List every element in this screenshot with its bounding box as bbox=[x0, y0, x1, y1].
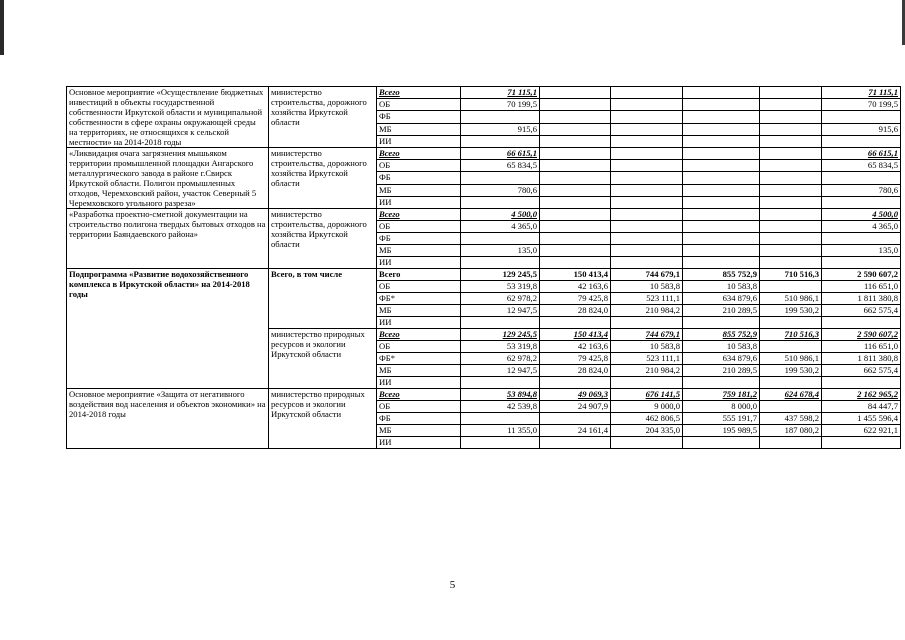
funding-source: ИИ bbox=[377, 257, 461, 269]
amount-cell: 624 678,4 bbox=[760, 389, 822, 401]
amount-cell bbox=[461, 172, 540, 184]
measure-description: Основное мероприятие «Осуществление бюджетных инвестиций в объекты государственной собственности Иркутской области и муниципальной собственности в сфере охраны окружающей среды на территориях, не относящихся к сельской местности» на 2014-2018 годы bbox=[67, 87, 269, 148]
amount-cell: 8 000,0 bbox=[683, 401, 760, 413]
amount-cell: 210 984,2 bbox=[611, 365, 683, 377]
amount-cell: 780,6 bbox=[461, 184, 540, 196]
amount-cell: 523 111,1 bbox=[611, 293, 683, 305]
amount-cell: 84 447,7 bbox=[822, 401, 901, 413]
amount-cell: 2 590 607,2 bbox=[822, 329, 901, 341]
amount-cell bbox=[760, 172, 822, 184]
amount-cell bbox=[540, 196, 611, 208]
amount-cell bbox=[760, 87, 822, 99]
amount-cell: 710 516,3 bbox=[760, 269, 822, 281]
funding-source: ФБ bbox=[377, 413, 461, 425]
amount-cell bbox=[683, 184, 760, 196]
amount-cell bbox=[760, 221, 822, 233]
amount-cell bbox=[540, 437, 611, 449]
amount-cell: 135,0 bbox=[822, 245, 901, 257]
amount-cell bbox=[540, 221, 611, 233]
amount-cell: 199 530,2 bbox=[760, 305, 822, 317]
amount-cell bbox=[683, 209, 760, 221]
amount-cell bbox=[611, 99, 683, 111]
funding-source: ИИ bbox=[377, 437, 461, 449]
amount-cell: 71 115,1 bbox=[822, 87, 901, 99]
amount-cell: 187 080,2 bbox=[760, 425, 822, 437]
amount-cell bbox=[540, 172, 611, 184]
amount-cell bbox=[540, 123, 611, 135]
amount-cell bbox=[760, 160, 822, 172]
amount-cell: 135,0 bbox=[461, 245, 540, 257]
table-row bbox=[67, 389, 901, 401]
amount-cell bbox=[611, 377, 683, 389]
amount-cell bbox=[540, 377, 611, 389]
funding-source: ИИ bbox=[377, 377, 461, 389]
funding-source: ОБ bbox=[377, 221, 461, 233]
amount-cell bbox=[611, 123, 683, 135]
amount-cell: 710 516,3 bbox=[760, 329, 822, 341]
amount-cell bbox=[461, 257, 540, 269]
amount-cell: 523 111,1 bbox=[611, 353, 683, 365]
amount-cell bbox=[611, 87, 683, 99]
amount-cell: 42 163,6 bbox=[540, 281, 611, 293]
budget-table-body bbox=[67, 87, 901, 449]
amount-cell: 42 539,8 bbox=[461, 401, 540, 413]
amount-cell: 1 455 596,4 bbox=[822, 413, 901, 425]
amount-cell bbox=[540, 209, 611, 221]
measure-description: «Ликвидация очага загрязнения мышьяком территории промышленной площадки Ангарского металлургического завода в районе г.Свирск Иркутской области. Полигон промышленных отходов, Черемховский район, участок Северный 5 Черемховского угольного разреза» bbox=[67, 148, 269, 209]
responsible-executor: министерство строительства, дорожного хозяйства Иркутской области bbox=[269, 148, 377, 209]
amount-cell bbox=[611, 245, 683, 257]
funding-source: ФБ* bbox=[377, 293, 461, 305]
amount-cell bbox=[760, 437, 822, 449]
amount-cell: 24 161,4 bbox=[540, 425, 611, 437]
amount-cell: 10 583,8 bbox=[611, 341, 683, 353]
amount-cell bbox=[822, 111, 901, 123]
table-row bbox=[67, 148, 901, 160]
amount-cell bbox=[683, 87, 760, 99]
table-row bbox=[67, 87, 901, 99]
amount-cell: 210 289,5 bbox=[683, 305, 760, 317]
amount-cell bbox=[611, 184, 683, 196]
measure-description: Подпрограмма «Развитие водохозяйственного комплекса в Иркутской области» на 2014-2018 годы bbox=[67, 269, 269, 389]
amount-cell: 2 162 965,2 bbox=[822, 389, 901, 401]
amount-cell bbox=[760, 148, 822, 160]
amount-cell bbox=[683, 99, 760, 111]
amount-cell: 510 986,1 bbox=[760, 293, 822, 305]
funding-source: МБ bbox=[377, 365, 461, 377]
amount-cell bbox=[760, 111, 822, 123]
amount-cell bbox=[540, 135, 611, 147]
amount-cell bbox=[683, 172, 760, 184]
amount-cell: 744 679,1 bbox=[611, 269, 683, 281]
amount-cell: 116 651,0 bbox=[822, 281, 901, 293]
amount-cell bbox=[683, 317, 760, 329]
amount-cell bbox=[461, 377, 540, 389]
amount-cell: 71 115,1 bbox=[461, 87, 540, 99]
amount-cell bbox=[822, 172, 901, 184]
amount-cell bbox=[683, 135, 760, 147]
measure-description: Основное мероприятие «Защита от негативного воздействия вод населения и объектов экономики» на 2014-2018 годы bbox=[67, 389, 269, 449]
amount-cell bbox=[683, 196, 760, 208]
amount-cell: 744 679,1 bbox=[611, 329, 683, 341]
amount-cell bbox=[611, 172, 683, 184]
amount-cell: 759 181,2 bbox=[683, 389, 760, 401]
amount-cell: 28 824,0 bbox=[540, 305, 611, 317]
amount-cell: 12 947,5 bbox=[461, 305, 540, 317]
amount-cell bbox=[461, 317, 540, 329]
amount-cell: 10 583,8 bbox=[683, 281, 760, 293]
amount-cell bbox=[540, 184, 611, 196]
amount-cell: 150 413,4 bbox=[540, 269, 611, 281]
scan-edge-mark bbox=[0, 0, 4, 55]
funding-source: Всего bbox=[377, 87, 461, 99]
amount-cell bbox=[461, 437, 540, 449]
amount-cell bbox=[683, 221, 760, 233]
amount-cell bbox=[760, 135, 822, 147]
amount-cell: 62 978,2 bbox=[461, 293, 540, 305]
amount-cell: 1 811 380,8 bbox=[822, 293, 901, 305]
amount-cell: 42 163,6 bbox=[540, 341, 611, 353]
amount-cell bbox=[461, 233, 540, 245]
amount-cell bbox=[760, 401, 822, 413]
amount-cell bbox=[822, 377, 901, 389]
amount-cell: 9 000,0 bbox=[611, 401, 683, 413]
amount-cell: 70 199,5 bbox=[461, 99, 540, 111]
funding-source: ИИ bbox=[377, 135, 461, 147]
amount-cell bbox=[760, 99, 822, 111]
funding-source: Всего bbox=[377, 389, 461, 401]
amount-cell bbox=[683, 245, 760, 257]
amount-cell: 4 365,0 bbox=[461, 221, 540, 233]
amount-cell bbox=[540, 160, 611, 172]
amount-cell: 915,6 bbox=[822, 123, 901, 135]
amount-cell: 49 069,3 bbox=[540, 389, 611, 401]
budget-table bbox=[66, 86, 901, 449]
amount-cell bbox=[822, 257, 901, 269]
amount-cell: 662 575,4 bbox=[822, 365, 901, 377]
amount-cell: 510 986,1 bbox=[760, 353, 822, 365]
amount-cell: 555 191,7 bbox=[683, 413, 760, 425]
funding-source: ФБ bbox=[377, 172, 461, 184]
responsible-executor: министерство природных ресурсов и экологии Иркутской области bbox=[269, 329, 377, 389]
amount-cell bbox=[461, 135, 540, 147]
amount-cell bbox=[461, 196, 540, 208]
amount-cell: 10 583,8 bbox=[683, 341, 760, 353]
amount-cell: 53 894,8 bbox=[461, 389, 540, 401]
amount-cell: 634 879,6 bbox=[683, 353, 760, 365]
funding-source: ФБ bbox=[377, 233, 461, 245]
amount-cell bbox=[683, 148, 760, 160]
amount-cell: 65 834,5 bbox=[822, 160, 901, 172]
amount-cell: 4 365,0 bbox=[822, 221, 901, 233]
amount-cell: 116 651,0 bbox=[822, 341, 901, 353]
amount-cell bbox=[683, 111, 760, 123]
amount-cell: 70 199,5 bbox=[822, 99, 901, 111]
table-row bbox=[67, 209, 901, 221]
amount-cell bbox=[760, 233, 822, 245]
funding-source: МБ bbox=[377, 245, 461, 257]
amount-cell: 199 530,2 bbox=[760, 365, 822, 377]
funding-source: ФБ bbox=[377, 111, 461, 123]
amount-cell: 662 575,4 bbox=[822, 305, 901, 317]
amount-cell bbox=[760, 281, 822, 293]
funding-source: ОБ bbox=[377, 281, 461, 293]
amount-cell: 204 335,0 bbox=[611, 425, 683, 437]
amount-cell: 437 598,2 bbox=[760, 413, 822, 425]
funding-source: ИИ bbox=[377, 196, 461, 208]
responsible-executor: министерство строительства, дорожного хозяйства Иркутской области bbox=[269, 87, 377, 148]
amount-cell: 66 615,1 bbox=[822, 148, 901, 160]
amount-cell bbox=[760, 341, 822, 353]
amount-cell: 915,6 bbox=[461, 123, 540, 135]
page-number: 5 bbox=[449, 579, 456, 591]
amount-cell bbox=[540, 87, 611, 99]
amount-cell bbox=[760, 257, 822, 269]
responsible-executor: министерство природных ресурсов и экологии Иркутской области bbox=[269, 389, 377, 449]
amount-cell bbox=[461, 111, 540, 123]
amount-cell bbox=[611, 221, 683, 233]
funding-source: ИИ bbox=[377, 317, 461, 329]
amount-cell bbox=[611, 160, 683, 172]
amount-cell bbox=[540, 99, 611, 111]
amount-cell: 780,6 bbox=[822, 184, 901, 196]
amount-cell bbox=[760, 245, 822, 257]
amount-cell bbox=[822, 437, 901, 449]
amount-cell bbox=[822, 135, 901, 147]
amount-cell bbox=[683, 160, 760, 172]
funding-source: Всего bbox=[377, 148, 461, 160]
amount-cell bbox=[611, 196, 683, 208]
amount-cell: 462 806,5 bbox=[611, 413, 683, 425]
amount-cell bbox=[611, 437, 683, 449]
amount-cell bbox=[683, 123, 760, 135]
amount-cell: 53 319,8 bbox=[461, 341, 540, 353]
amount-cell bbox=[683, 377, 760, 389]
amount-cell: 53 319,8 bbox=[461, 281, 540, 293]
amount-cell: 24 907,9 bbox=[540, 401, 611, 413]
amount-cell bbox=[683, 257, 760, 269]
amount-cell bbox=[540, 413, 611, 425]
amount-cell bbox=[611, 257, 683, 269]
amount-cell bbox=[683, 233, 760, 245]
amount-cell bbox=[760, 184, 822, 196]
amount-cell: 62 978,2 bbox=[461, 353, 540, 365]
amount-cell bbox=[760, 317, 822, 329]
amount-cell: 622 921,1 bbox=[822, 425, 901, 437]
funding-source: Всего bbox=[377, 209, 461, 221]
amount-cell: 79 425,8 bbox=[540, 353, 611, 365]
funding-source: МБ bbox=[377, 305, 461, 317]
amount-cell bbox=[461, 413, 540, 425]
amount-cell: 79 425,8 bbox=[540, 293, 611, 305]
amount-cell bbox=[540, 111, 611, 123]
amount-cell bbox=[822, 196, 901, 208]
amount-cell bbox=[540, 233, 611, 245]
funding-source: МБ bbox=[377, 123, 461, 135]
amount-cell: 634 879,6 bbox=[683, 293, 760, 305]
responsible-executor: министерство строительства, дорожного хозяйства Иркутской области bbox=[269, 209, 377, 269]
amount-cell bbox=[611, 317, 683, 329]
funding-source: Всего bbox=[377, 329, 461, 341]
funding-source: ОБ bbox=[377, 160, 461, 172]
amount-cell: 210 984,2 bbox=[611, 305, 683, 317]
funding-source: ОБ bbox=[377, 401, 461, 413]
amount-cell: 855 752,9 bbox=[683, 329, 760, 341]
amount-cell: 855 752,9 bbox=[683, 269, 760, 281]
amount-cell: 129 245,5 bbox=[461, 329, 540, 341]
amount-cell: 11 355,0 bbox=[461, 425, 540, 437]
amount-cell bbox=[822, 233, 901, 245]
table-row bbox=[67, 269, 901, 281]
amount-cell bbox=[540, 148, 611, 160]
amount-cell bbox=[540, 257, 611, 269]
amount-cell: 676 141,5 bbox=[611, 389, 683, 401]
funding-source: МБ bbox=[377, 184, 461, 196]
amount-cell bbox=[611, 233, 683, 245]
amount-cell bbox=[683, 437, 760, 449]
amount-cell bbox=[760, 377, 822, 389]
funding-source: ФБ* bbox=[377, 353, 461, 365]
measure-description: «Разработка проектно-сметной документации на строительство полигона твердых бытовых отходов на территории Баяндаевского района» bbox=[67, 209, 269, 269]
funding-source: МБ bbox=[377, 425, 461, 437]
amount-cell: 4 500,0 bbox=[822, 209, 901, 221]
amount-cell: 129 245,5 bbox=[461, 269, 540, 281]
responsible-executor: Всего, в том числе bbox=[269, 269, 377, 329]
amount-cell bbox=[540, 245, 611, 257]
amount-cell: 210 289,5 bbox=[683, 365, 760, 377]
amount-cell: 4 500,0 bbox=[461, 209, 540, 221]
amount-cell: 28 824,0 bbox=[540, 365, 611, 377]
funding-source: Всего bbox=[377, 269, 461, 281]
funding-source: ОБ bbox=[377, 99, 461, 111]
amount-cell bbox=[611, 209, 683, 221]
amount-cell: 65 834,5 bbox=[461, 160, 540, 172]
amount-cell bbox=[540, 317, 611, 329]
amount-cell: 2 590 607,2 bbox=[822, 269, 901, 281]
amount-cell bbox=[760, 123, 822, 135]
amount-cell: 12 947,5 bbox=[461, 365, 540, 377]
amount-cell: 150 413,4 bbox=[540, 329, 611, 341]
amount-cell bbox=[611, 111, 683, 123]
amount-cell: 195 989,5 bbox=[683, 425, 760, 437]
funding-source: ОБ bbox=[377, 341, 461, 353]
amount-cell bbox=[822, 317, 901, 329]
amount-cell bbox=[611, 135, 683, 147]
amount-cell: 1 811 380,8 bbox=[822, 353, 901, 365]
amount-cell: 66 615,1 bbox=[461, 148, 540, 160]
amount-cell bbox=[611, 148, 683, 160]
amount-cell bbox=[760, 196, 822, 208]
amount-cell: 10 583,8 bbox=[611, 281, 683, 293]
amount-cell bbox=[760, 209, 822, 221]
